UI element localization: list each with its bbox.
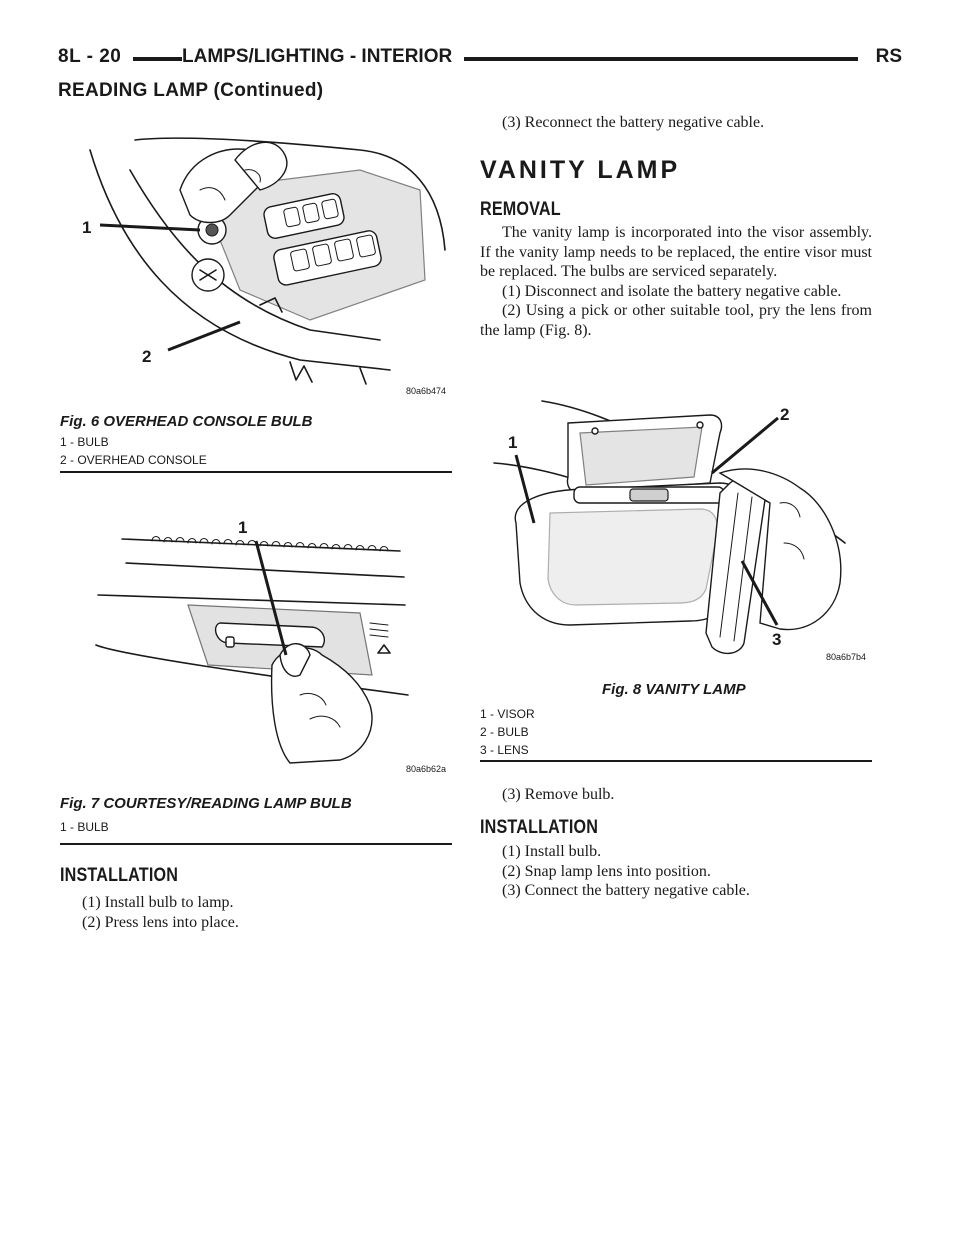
fig7-legend-item: 1 - BULB [60, 820, 109, 834]
fig8-title: Fig. 8 VANITY LAMP [602, 681, 746, 698]
fig8-illustration [480, 393, 872, 668]
fig6-callout-2: 2 [142, 347, 152, 366]
fig7-rule [60, 843, 452, 845]
fig6-legend-item: 1 - BULB [60, 435, 109, 449]
fig7-title: Fig. 7 COURTESY/READING LAMP BULB [60, 795, 352, 812]
fig6-title: Fig. 6 OVERHEAD CONSOLE BULB [60, 413, 313, 430]
removal-intro: The vanity lamp is incorporated into the visor assembly. If the vanity lamp needs to be replaced, the entire visor must be replaced. The bulbs are serviced separately. [480, 224, 872, 280]
fig8-legend [480, 705, 535, 759]
fig8-legend-item: 3 - LENS [480, 743, 529, 757]
remove-bulb-step: (3) Remove bulb. [502, 786, 615, 803]
left-installation-heading: INSTALLATION [60, 865, 179, 886]
fig6-illustration [60, 130, 452, 400]
fig8-legend-item: 2 - BULB [480, 725, 529, 739]
fig8-callout-3: 3 [772, 630, 782, 649]
fig8-callout-2: 2 [780, 405, 790, 424]
right-installation-steps [480, 842, 872, 901]
fig7-legend [60, 818, 109, 836]
removal-heading: REMOVAL [480, 199, 561, 220]
fig7-callout-1: 1 [238, 518, 248, 537]
page-number: 8L - 20 [58, 46, 133, 68]
step-item: (2) Press lens into place. [82, 913, 239, 931]
fig6-callout-1: 1 [82, 218, 92, 237]
step-item: (3) Connect the battery negative cable. [502, 882, 750, 899]
fig6-rule [60, 471, 452, 473]
step-item: (2) Snap lamp lens into position. [502, 862, 711, 880]
fig6-legend [60, 433, 207, 469]
fig8-legend-item: 1 - VISOR [480, 707, 535, 721]
vanity-lamp-heading: VANITY LAMP [480, 156, 681, 184]
reconnect-step: (3) Reconnect the battery negative cable. [502, 114, 765, 131]
section-title: LAMPS/LIGHTING - INTERIOR [182, 46, 464, 68]
fig6-code: 80a6b474 [406, 386, 447, 396]
page-header [58, 44, 902, 74]
step-item: (2) Using a pick or other suitable tool, pry the lens from the lamp (Fig. 8). [480, 302, 872, 339]
fig8-code: 80a6b7b4 [826, 652, 867, 662]
step-item: (1) Install bulb. [502, 843, 602, 860]
left-installation-steps [60, 893, 452, 932]
removal-text [480, 223, 872, 340]
right-installation-heading: INSTALLATION [480, 817, 599, 838]
model-code: RS [866, 46, 902, 68]
fig6-legend-item: 2 - OVERHEAD CONSOLE [60, 453, 207, 467]
fig8-callout-1: 1 [508, 433, 518, 452]
fig7-illustration [60, 505, 452, 765]
step-item: (1) Disconnect and isolate the battery negative cable. [502, 282, 842, 300]
fig8-rule [480, 760, 872, 762]
step-item: (1) Install bulb to lamp. [82, 894, 234, 911]
fig7-code: 80a6b62a [406, 764, 447, 774]
continued-heading: READING LAMP (Continued) [58, 80, 324, 101]
